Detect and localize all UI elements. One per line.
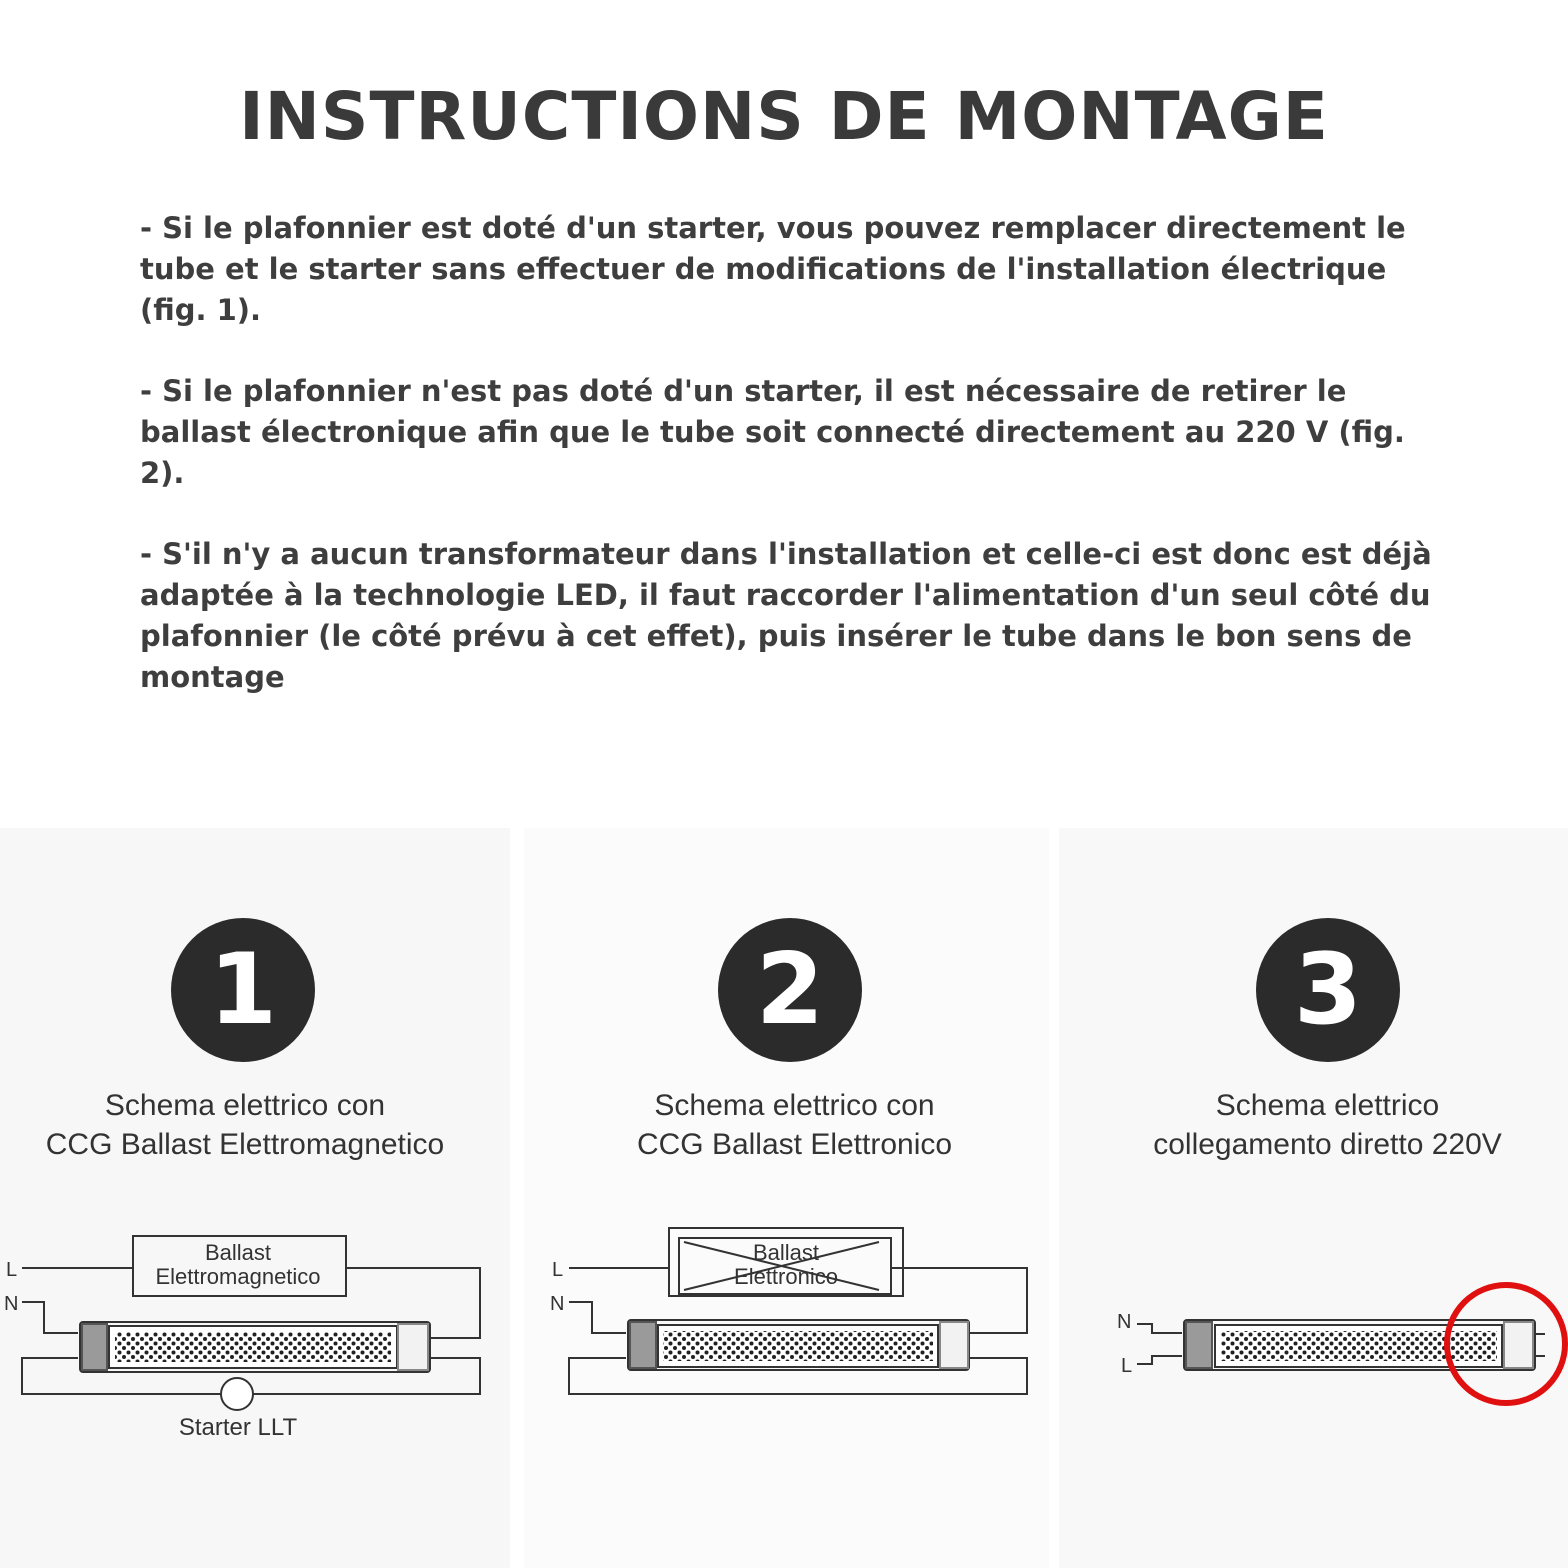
wiring-diagram-fig-2	[524, 828, 1049, 1568]
tube-end-cap-right	[1504, 1322, 1533, 1368]
tube-end-cap-left	[630, 1322, 656, 1368]
instruction-paragraph-3: - S'il n'y a aucun transformateur dans l'installation et celle-ci est donc est déjà adaptée à la technologie LED, il faut raccorder l'alimentation d'un seul côté du plafonnier (le côté prévu à cet effet), puis insérer le tube dans le bon sens de montage	[140, 537, 1432, 694]
label-n: N	[4, 1293, 19, 1315]
label-l: L	[552, 1259, 564, 1281]
ballast-label-line-1: Ballast	[752, 1240, 820, 1265]
led-tube	[1221, 1331, 1497, 1361]
caption-fig-1-line-2: CCG Ballast Elettromagnetico	[45, 1128, 445, 1161]
wiring-diagram-fig-3	[1059, 828, 1568, 1568]
label-n: N	[550, 1293, 565, 1315]
number-badge-3: 3	[1256, 918, 1400, 1062]
panel-fig-3	[1059, 828, 1568, 1568]
tube-end-cap-right	[940, 1322, 968, 1368]
instruction-paragraph-1: - Si le plafonnier est doté d'un starter, vous pouvez remplacer directement le tube et le starter sans effectuer de modifications de l'installation électrique (fig. 1).	[140, 211, 1406, 327]
caption-fig-1-line-1: Schema elettrico con	[104, 1089, 386, 1122]
number-badge-1: 1	[171, 918, 315, 1062]
instruction-paragraph-2: - Si le plafonnier n'est pas doté d'un starter, il est nécessaire de retirer le ballast électronique afin que le tube soit connecté directement au 220 V (fig. 2).	[140, 374, 1405, 490]
caption-fig-3-line-2: collegamento diretto 220V	[1153, 1128, 1502, 1161]
panel-fig-1	[0, 828, 510, 1568]
instructions-text	[140, 208, 1450, 738]
ballast-label-line-2: Elettromagnetico	[155, 1264, 321, 1289]
label-l: L	[6, 1259, 18, 1281]
ballast-label-line-1: Ballast	[204, 1240, 272, 1265]
caption-fig-2-line-2: CCG Ballast Elettronico	[636, 1128, 953, 1161]
caption-fig-3-line-1: Schema elettrico	[1215, 1089, 1440, 1122]
led-tube	[115, 1332, 391, 1362]
led-tube	[663, 1331, 933, 1361]
caption-fig-2-line-1: Schema elettrico con	[654, 1089, 935, 1122]
page-title: INSTRUCTIONS DE MONTAGE	[239, 78, 1329, 155]
starter-symbol	[221, 1378, 253, 1410]
ballast-label-line-2: Elettronico	[734, 1264, 838, 1289]
tube-end-cap-left	[1186, 1322, 1212, 1368]
wiring-diagram-fig-1	[0, 828, 510, 1568]
panel-fig-2	[524, 828, 1049, 1568]
tube-end-cap-left	[82, 1324, 107, 1370]
label-l: L	[1121, 1355, 1133, 1377]
number-badge-2: 2	[718, 918, 862, 1062]
starter-label: Starter LLT	[178, 1414, 298, 1441]
tube-end-cap-right	[398, 1324, 428, 1370]
label-n: N	[1117, 1311, 1132, 1333]
